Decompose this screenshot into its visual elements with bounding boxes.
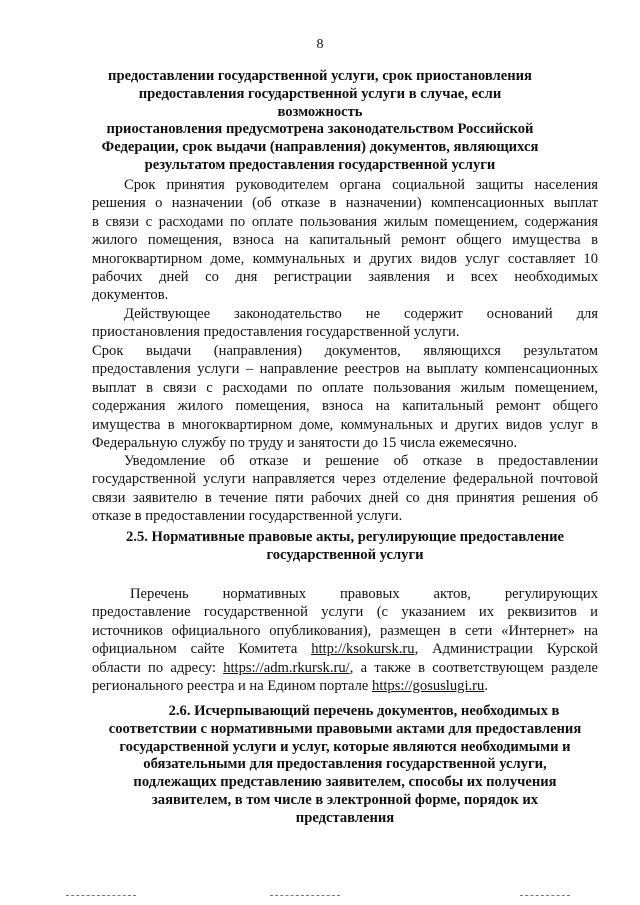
heading-line: 2.6. Исчерпывающий перечень документов, необходимых в <box>168 703 560 719</box>
text-fragment: области по адресу: <box>92 659 224 676</box>
text-line: Срок принятия руководителем органа социальной защиты населения <box>124 177 598 193</box>
text-line-with-link <box>92 659 598 677</box>
text-line: решения о назначении (об отказе в назначении) компенсационных выплат <box>92 195 598 212</box>
text-line: отказе в предоставлении государственной услуги. <box>92 508 403 525</box>
text-line: Действующее законодательство не содержит оснований для <box>124 306 598 322</box>
text-line: Перечень нормативных правовых актов, регулирующих <box>130 586 598 602</box>
heading-line: соответствии с нормативными правовыми актами для предоставления <box>108 720 582 737</box>
text-line: предоставления услуги – направление реестров на выплату компенсационных <box>92 361 598 378</box>
text-fragment: . <box>484 678 488 695</box>
text-line: рабочих дней со дня регистрации заявления и всех необходимых <box>92 269 598 286</box>
text-line: предоставление государственной услуги (с указанием их реквизитов и <box>92 604 598 621</box>
text-line: содержания жилого помещения, взноса на капитальный ремонт общего <box>92 398 598 415</box>
text-line: жилого помещения, взноса на капитальный ремонт общего имущества в <box>92 232 598 249</box>
heading-line: государственной услуги <box>266 546 424 563</box>
scan-artifact-left <box>66 895 136 897</box>
text-line-with-link <box>92 677 598 695</box>
scan-artifact-middle <box>270 895 340 897</box>
link-ksokursk[interactable]: http://ksokursk.ru <box>311 641 415 658</box>
text-fragment: , а также в соответствующем разделе <box>349 659 598 676</box>
heading-top <box>100 68 540 175</box>
text-line: имущества в многоквартирном доме, коммунальных и других видов услуг в <box>92 416 598 433</box>
heading-line: государственной услуги и услуг, которые являются необходимыми и <box>119 738 571 755</box>
text-line-with-link <box>92 640 598 658</box>
heading-section-2-6 <box>92 703 598 828</box>
text-line: многоквартирном доме, коммунальных и других видов услуг составляет 10 <box>92 250 598 267</box>
heading-line: заявителем, в том числе в электронной форме, порядок их <box>151 791 539 808</box>
heading-top-line: приостановления предусмотрена законодательством Российской <box>106 121 534 138</box>
text-line: государственной услуги направляется через отделение федеральной почтовой <box>92 471 598 488</box>
text-line: Федеральную службу по труду и занятости до 15 числа ежемесячно. <box>92 435 518 452</box>
paragraph-no-suspension <box>92 305 598 342</box>
text-fragment: официальном сайте Комитета <box>92 641 312 658</box>
heading-top-line: результатом предоставления государственной услуги <box>144 156 496 173</box>
paragraph-decision-term <box>92 176 598 305</box>
heading-top-line: Федерации, срок выдачи (направления) документов, являющихся <box>101 139 539 156</box>
text-fragment: регионального реестра и на Едином портале <box>92 678 373 695</box>
text-line: выплат в связи с расходами по оплате пользования жилым помещением, <box>92 379 598 396</box>
page-number: 8 <box>316 37 324 52</box>
paragraph-refusal-notice <box>92 452 598 526</box>
link-gosuslugi[interactable]: https://gosuslugi.ru <box>372 678 485 695</box>
link-adm-rkursk[interactable]: https://adm.rkursk.ru/ <box>223 659 350 676</box>
text-line: источников официального опубликования), размещен в сети «Интернет» на <box>92 622 598 639</box>
heading-top-line: предоставления государственной услуги в случае, если возможность <box>138 85 502 120</box>
heading-line: представления <box>295 809 395 826</box>
heading-line: подлежащих представлению заявителем, способы их получения <box>133 774 557 791</box>
text-line: Уведомление об отказе и решение об отказе в предоставлении <box>124 453 598 469</box>
text-line: связи заявителю в течение пяти рабочих дней со дня принятия решения об <box>92 489 598 506</box>
heading-top-line: предоставлении государственной услуги, срок приостановления <box>108 68 532 84</box>
text-line: документов. <box>92 287 169 304</box>
heading-line: 2.5. Нормативные правовые акты, регулирующие предоставление <box>126 529 564 545</box>
heading-section-2-5 <box>92 529 598 565</box>
heading-line: обязательными для предоставления государственной услуги, <box>143 756 547 773</box>
text-line: Срок выдачи (направления) документов, являющихся результатом <box>92 343 598 359</box>
paragraph-legal-acts <box>92 585 598 695</box>
scan-artifact-right <box>520 895 570 897</box>
text-line: приостановления предоставления государственной услуги. <box>92 324 460 341</box>
text-line: в связи с расходами по оплате пользования жилым помещением, содержания <box>92 213 598 230</box>
paragraph-issuance-term <box>92 342 598 452</box>
text-fragment: , Администрации Курской <box>414 641 598 658</box>
